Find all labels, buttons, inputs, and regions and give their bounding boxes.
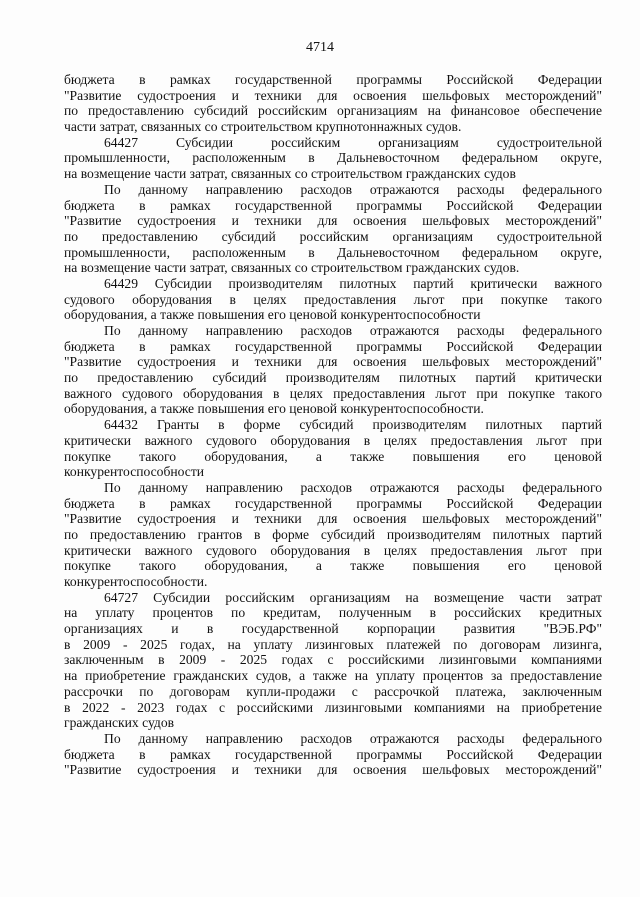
text-line: бюджета в рамках государственной программы Российской Федерации: [64, 746, 602, 762]
text-line: на уплату процентов по кредитам, полученным в российских кредитных: [64, 605, 602, 621]
text-line: важного судового оборудования в целях предоставления льгот при покупке такого: [64, 385, 602, 401]
text-line: По данному направлению расходов отражаются расходы федерального: [104, 479, 602, 495]
text-line: бюджета в рамках государственной программы Российской Федерации: [64, 197, 602, 213]
text-line: по предоставлению субсидий российским организациям судостроительной: [64, 228, 602, 244]
text-line: бюджета в рамках государственной программы Российской Федерации: [64, 72, 602, 87]
text-line: по предоставлению грантов в форме субсидий производителям пилотных партий: [64, 526, 602, 542]
text-line: оборудования, а также повышения его ценовой конкурентоспособности.: [64, 401, 484, 417]
text-line: в 2022 - 2023 годах с российскими лизинговыми компаниями на приобретение: [64, 699, 602, 715]
text-line: в 2009 - 2025 годах, на уплату лизинговых платежей по договорам лизинга,: [64, 636, 602, 652]
text-line: 64727 Субсидии российским организациям на возмещение части затрат: [104, 589, 602, 605]
text-line: судового оборудования в целях предоставления льгот при покупке такого: [64, 291, 602, 307]
text-line: "Развитие судостроения и техники для освоения шельфовых месторождений": [64, 87, 602, 103]
text-line: по предоставлению субсидий производителям пилотных партий критически: [64, 370, 602, 386]
document-body: [64, 72, 602, 778]
text-line: "Развитие судостроения и техники для освоения шельфовых месторождений": [64, 511, 602, 527]
text-line: По данному направлению расходов отражаются расходы федерального: [104, 181, 602, 197]
text-line: конкурентоспособности.: [64, 574, 208, 589]
text-line: "Развитие судостроения и техники для освоения шельфовых месторождений": [64, 762, 602, 778]
text-line: части затрат, связанных со строительством крупнотоннажных судов.: [64, 119, 462, 135]
text-line: бюджета в рамках государственной программы Российской Федерации: [64, 338, 602, 354]
text-line: промышленности, расположенным в Дальневосточном федеральном округе,: [64, 244, 602, 260]
text-line: 64432 Гранты в форме субсидий производителям пилотных партий: [104, 417, 602, 433]
text-line: покупке такого оборудования, а также повышения его ценовой: [64, 558, 602, 574]
text-line: на приобретение гражданских судов, а также на уплату процентов за предоставление: [64, 668, 602, 684]
text-line: бюджета в рамках государственной программы Российской Федерации: [64, 495, 602, 511]
text-line: оборудования, а также повышения его ценовой конкурентоспособности: [64, 307, 481, 323]
text-line: 64429 Субсидии производителям пилотных партий критически важного: [104, 275, 602, 291]
text-line: критически важного судового оборудования в целях предоставления льгот при: [64, 432, 602, 448]
text-line: на возмещение части затрат, связанных со строительством гражданских судов.: [64, 260, 520, 276]
text-line: По данному направлению расходов отражаются расходы федерального: [104, 730, 602, 746]
text-line: на возмещение части затрат, связанных со строительством гражданских судов: [64, 166, 516, 182]
text-line: по предоставлению субсидий российским организациям на финансовое обеспечение: [64, 103, 602, 119]
page-number: 4714: [306, 40, 334, 55]
text-line: 64427 Субсидии российским организациям судостроительной: [104, 134, 602, 150]
text-line: "Развитие судостроения и техники для освоения шельфовых месторождений": [64, 354, 602, 370]
text-line: гражданских судов: [64, 715, 175, 731]
text-line: конкурентоспособности: [64, 464, 205, 480]
text-line: организациях и в государственной корпорации развития "ВЭБ.РФ": [64, 621, 602, 637]
text-line: критически важного судового оборудования в целях предоставления льгот при: [64, 542, 602, 558]
text-line: "Развитие судостроения и техники для освоения шельфовых месторождений": [64, 213, 602, 229]
text-line: рассрочки по договорам купли-продажи с рассрочкой платежа, заключенным: [64, 683, 602, 699]
text-line: По данному направлению расходов отражаются расходы федерального: [104, 323, 602, 338]
text-line: покупке такого оборудования, а также повышения его ценовой: [64, 448, 602, 464]
text-line: заключенным в 2009 - 2025 годах с российскими лизинговыми компаниями: [64, 652, 602, 668]
text-line: промышленности, расположенным в Дальневосточном федеральном округе,: [64, 150, 602, 166]
